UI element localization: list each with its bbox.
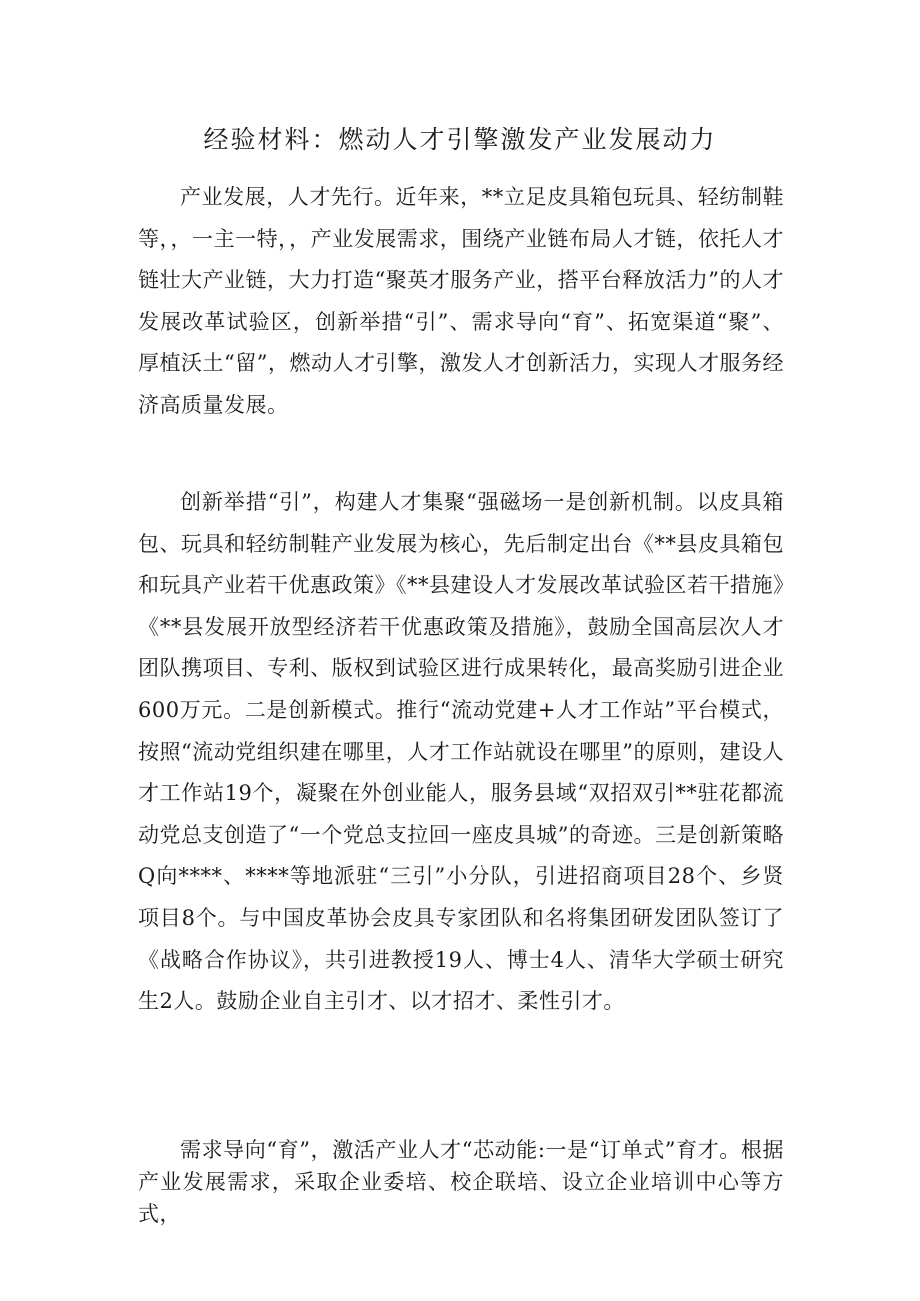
document-title: 经验材料：燃动人才引擎激发产业发展动力 — [203, 125, 717, 154]
paragraph-intro: 产业发展，人才先行。近年来，**立足皮具箱包玩具、轻纺制鞋等，，一主一特，，产业发展需求，围绕产业链布局人才链，依托人才链壮大产业链，大力打造“聚英才服务产业，搭平台释放活力”的人才发展改革试验区，创新举措“引”、需求导向“育”、拓宽渠道“聚”、厚植沃土“留”，燃动人才引擎，激发人才创新活力，实现人才服务经济高质量发展。 — [138, 185, 784, 417]
paragraph-cultivate-talent: 需求导向“育”，激活产业人才“芯动能:一是“订单式”育才。根据产业发展需求，采取企业委培、校企联培、设立企业培训中心等方式， — [138, 1138, 784, 1226]
paragraph-attract-talent: 创新举措“引”，构建人才集聚“强磁场一是创新机制。以皮具箱包、玩具和轻纺制鞋产业发展为核心，先后制定出台《**县皮具箱包和玩具产业若干优惠政策》《**县建设人才发展改革试验区若干措施》《**县发展开放型经济若干优惠政策及措施》，鼓励全国高层次人才团队携项目、专利、版权到试验区进行成果转化，最高奖励引进企业600万元。二是创新模式。推行“流动党建+人才工作站”平台模式，按照“流动党组织建在哪里，人才工作站就设在哪里”的原则，建设人才工作站19个，凝聚在外创业能人，服务县域“双招双引**驻花都流动党总支创造了“一个党总支拉回一座皮具城”的奇迹。三是创新策略Q向****、****等地派驻“三引”小分队，引进招商项目28个、乡贤项目8个。与中国皮革协会皮具专家团队和名将集团研发团队签订了《战略合作协议》，共引进教授19人、博士4人、清华大学硕士研究生2人。鼓励企业自主引才、以才招才、柔性引才。 — [138, 490, 784, 1014]
